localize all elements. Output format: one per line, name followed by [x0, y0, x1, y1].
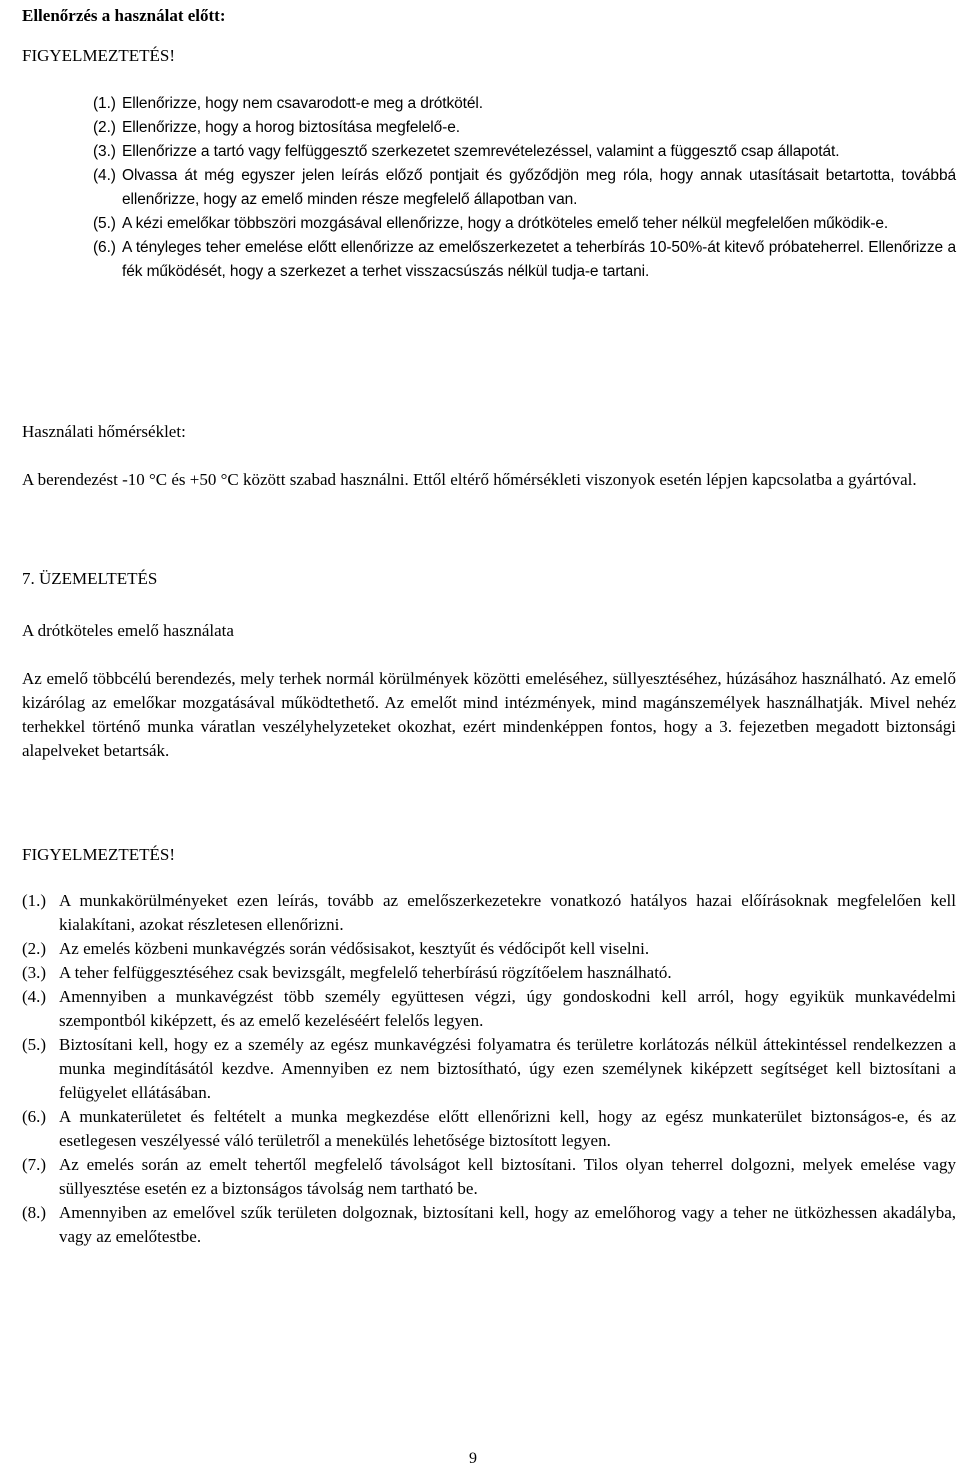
- temperature-text: A berendezést -10 °C és +50 °C között szabad használni. Ettől eltérő hőmérsékleti viszonyok esetén lépjen kapcsolatba a gyártóval.: [22, 470, 917, 489]
- list-item: [93, 164, 956, 212]
- check-title: Ellenőrzés a használat előtt:: [22, 6, 226, 25]
- list-item-text: A teher felfüggesztéséhez csak bevizsgált, megfelelő teherbírású rögzítőelem használható.: [59, 963, 672, 982]
- list-item: [93, 236, 956, 284]
- list-item-text: Amennyiben a munkavégzést több személy együttesen végzi, úgy gondoskodni kell arról, hogy egyikük munkavédelmi szempontból kiképzett, és az emelő kezeléséért felelős legyen.: [59, 987, 956, 1030]
- list-item-text: Ellenőrizze, hogy a horog biztosítása megfelelő-e.: [122, 119, 460, 136]
- list-item-text: A kézi emelőkar többszöri mozgásával ellenőrizze, hogy a drótköteles emelő teher nélkül megfelelően működik-e.: [122, 215, 889, 232]
- list-item-text: Ellenőrizze a tartó vagy felfüggesztő szerkezetet szemrevételezéssel, valamint a függesztő csap állapotát.: [122, 143, 840, 160]
- list-item-number: (1.): [22, 891, 47, 910]
- temperature-title: Használati hőmérséklet:: [22, 422, 186, 441]
- safety-list: [22, 889, 956, 1249]
- list-item: [93, 140, 956, 164]
- list-item-number: (6.): [93, 239, 116, 256]
- list-item-number: (8.): [22, 1203, 47, 1222]
- page-number: 9: [469, 1450, 477, 1467]
- list-item: [22, 985, 956, 1033]
- operation-text: Az emelő többcélú berendezés, mely terhek normál körülmények közötti emeléséhez, süllyesztéséhez, húzásához használható. Az emelő kizárólag az emelőkar mozgatásával működtethető. Az emelőt mind intézmények, mind magánszemélyek használhatják. Mivel nehéz terhekkel történő munka váratlan veszélyhelyzeteket okozhat, ezért mindenképpen fontos, hogy a 3. fejezetben megadott biztonsági alapelveket betartsák.: [22, 669, 956, 760]
- list-item-number: (4.): [22, 987, 47, 1006]
- list-item: [22, 889, 956, 937]
- list-item-number: (2.): [22, 939, 47, 958]
- list-item-number: (3.): [22, 963, 47, 982]
- list-item-number: (3.): [93, 143, 116, 160]
- list-item-number: (6.): [22, 1107, 47, 1126]
- list-item: [22, 1201, 956, 1249]
- list-item-text: A munkakörülményeket ezen leírás, tovább az emelőszerkezetekre vonatkozó hatályos hazai előírásoknak megfelelően kell kialakítani, azokat részletesen ellenőrizni.: [59, 891, 956, 934]
- check-list: [93, 92, 956, 284]
- list-item-text: Ellenőrizze, hogy nem csavarodott-e meg a drótkötél.: [122, 95, 483, 112]
- safety-warning: FIGYELMEZTETÉS!: [22, 845, 175, 864]
- list-item-text: Amennyiben az emelővel szűk területen dolgoznak, biztosítani kell, hogy az emelőhorog vagy a teher ne ütközhessen akadályba, vagy az emelőtestbe.: [59, 1203, 956, 1246]
- list-item-text: Az emelés közbeni munkavégzés során védősisakot, kesztyűt és védőcipőt kell viselni.: [59, 939, 650, 958]
- check-warning: FIGYELMEZTETÉS!: [22, 46, 175, 65]
- list-item: [22, 1153, 956, 1201]
- list-item-text: Olvassa át még egyszer jelen leírás előző pontjait és győződjön meg róla, hogy annak utasításait betartotta, továbbá ellenőrizze, hogy az emelő minden része megfelelő állapotban van.: [122, 167, 956, 208]
- list-item: [22, 1033, 956, 1105]
- list-item: [93, 92, 956, 116]
- list-item-text: Az emelés során az emelt tehertől megfelelő távolságot kell biztosítani. Tilos olyan teherrel dolgozni, melyek emelése vagy süllyesztése esetén ez a biztonságos távolság nem tartható be.: [59, 1155, 956, 1198]
- list-item-number: (5.): [22, 1035, 47, 1054]
- list-item: [93, 116, 956, 140]
- list-item-text: Biztosítani kell, hogy ez a személy az egész munkavégzési folyamatra és területre korlátozás nélkül áttekintéssel rendelkezzen a munka megindításától kezdve. Amennyiben ez nem biztosítható, úgy ezen személynek kiképzett segítséget kell biztosítani a felügyelet ellátásában.: [59, 1035, 956, 1102]
- list-item-number: (7.): [22, 1155, 47, 1174]
- section-title: 7. ÜZEMELTETÉS: [22, 569, 158, 588]
- list-item-number: (2.): [93, 119, 116, 136]
- list-item: [93, 212, 956, 236]
- list-item-number: (1.): [93, 95, 116, 112]
- list-item: [22, 937, 956, 961]
- list-item-number: (4.): [93, 167, 116, 184]
- list-item-text: A tényleges teher emelése előtt ellenőrizze az emelőszerkezetet a teherbírás 10-50%-át kitevő próbateherrel. Ellenőrizze a fék működését, hogy a szerkezet a terhet visszacsúszás nélkül tudja-e tartani.: [122, 239, 956, 280]
- list-item-text: A munkaterületet és feltételt a munka megkezdése előtt ellenőrizni kell, hogy az egész munkaterület biztonságos-e, és az esetlegesen veszélyessé váló területről a menekülés lehetősége biztosított legyen.: [59, 1107, 956, 1150]
- list-item-number: (5.): [93, 215, 116, 232]
- list-item: [22, 961, 956, 985]
- list-item: [22, 1105, 956, 1153]
- section-subtitle: A drótköteles emelő használata: [22, 621, 234, 640]
